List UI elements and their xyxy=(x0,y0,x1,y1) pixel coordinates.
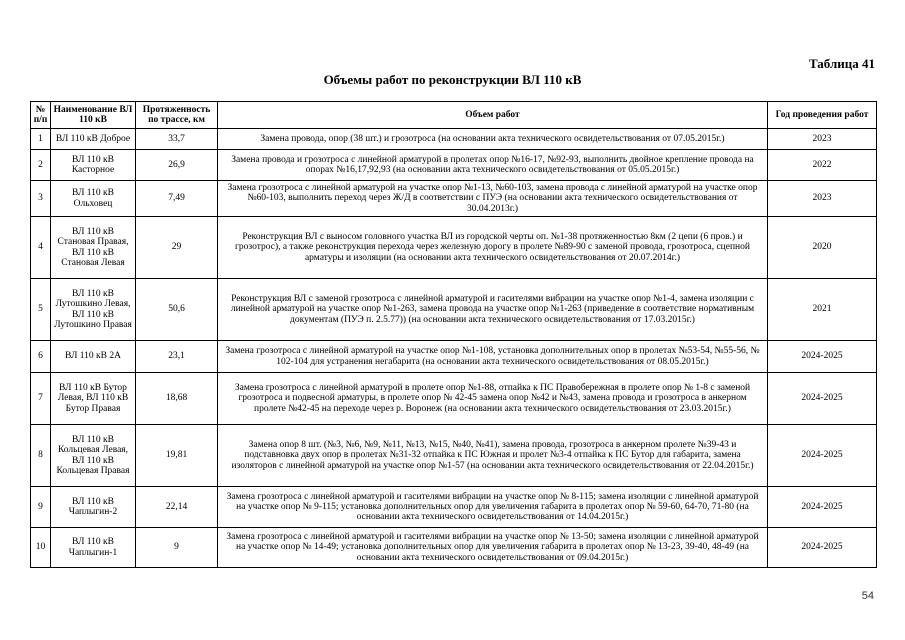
cell-length: 50,6 xyxy=(136,279,218,341)
cell-length: 22,14 xyxy=(136,487,218,528)
header-num: № п/п xyxy=(31,102,51,129)
cell-num: 6 xyxy=(31,341,51,373)
cell-works: Замена грозотроса с линейной арматурой в пролете опор №1-88, отпайка к ПС Правобережная в пролете опор № 1-8 с заменой грозотроса и подвесной арматуры, в пролете опор № 42-45 замена опор №42 и №43, замена провода и грозотроса в анкерном пролете №42-45 на переходе через р. Воронеж (на основании акта технического освидетельствования от 23.03.2015г.) xyxy=(218,373,768,425)
cell-num: 7 xyxy=(31,373,51,425)
cell-length: 19,81 xyxy=(136,425,218,487)
cell-works: Замена грозотроса с линейной арматурой и гасителями вибрации на участке опор № 8-115; замена изоляции с линейной арматурой на участке опор № 9-115; установка дополнительных опор для увеличения габарита в пролетах опор № 59-60, 64-70, 71-80 (на основании акта технического освидетельствования от 14.04.2015г.) xyxy=(218,487,768,528)
cell-works: Замена опор 8 шт. (№3, №6, №9, №11, №13, №15, №40, №41), замена провода, грозотроса в анкерном пролете №39-43 и подставновка двух опор в пролетах №31-32 отпайка к ПС Южная и пролет №3-4 отпайка к ПС Бутор для габарита, замена изоляторов с линейной арматурой на участке опор №1-57 (на основании акта технического освидетельствования от 22.04.2015г.) xyxy=(218,425,768,487)
header-name: Наименование ВЛ 110 кВ xyxy=(51,102,136,129)
cell-num: 10 xyxy=(31,528,51,568)
cell-name: ВЛ 110 кВ Ольховец xyxy=(51,181,136,217)
cell-year: 2022 xyxy=(768,150,877,181)
cell-name: ВЛ 110 кВ Доброе xyxy=(51,129,136,150)
table-row xyxy=(31,129,877,150)
page-title: Объемы работ по реконструкции ВЛ 110 кВ xyxy=(323,72,582,87)
cell-name: ВЛ 110 кВ Лутошкино Левая, ВЛ 110 кВ Лутошкино Правая xyxy=(51,279,136,341)
cell-works: Реконструкция ВЛ с выносом головного участка ВЛ из городской черты оп. №1-38 протяженностью 8км (2 цепи (6 пров.) и грозотрос), а также реконструкция перехода через железную дорогу в пролете №89-90 с заменой провода, грозотроса, сцепной арматуры и изоляции (на основании акта технического освидетельствования от 20.07.2014г.) xyxy=(218,217,768,279)
cell-year: 2024-2025 xyxy=(768,373,877,425)
table-label: Таблица 41 xyxy=(808,56,875,71)
cell-name: ВЛ 110 кВ Кольцевая Левая, ВЛ 110 кВ Кольцевая Правая xyxy=(51,425,136,487)
cell-works: Реконструкция ВЛ с заменой грозотроса с линейной арматурой и гасителями вибрации на участке опор №1-4, замена изоляции с линейной арматурой на участке опор №1-263, замена провода на участке опор №1-263 (приведение в соответствие нормативным документам (ПУЭ п. 2.5.77)) (на основании акта технического освидетельствования от 17.03.2015г.) xyxy=(218,279,768,341)
cell-length: 26,9 xyxy=(136,150,218,181)
cell-num: 3 xyxy=(31,181,51,217)
cell-num: 1 xyxy=(31,129,51,150)
table-row xyxy=(31,425,877,487)
table-row xyxy=(31,487,877,528)
cell-works: Замена грозотроса с линейной арматурой и гасителями вибрации на участке опор № 13-50; замена изоляции с линейной арматурой на участке опор № 14-49; установка дополнительных опор для увеличения габарита в пролетах опор № 13-23, 39-40, 48-49 (на основании акта технического освидетельствования от 09.04.2015г.) xyxy=(218,528,768,568)
cell-num: 2 xyxy=(31,150,51,181)
cell-length: 23,1 xyxy=(136,341,218,373)
cell-works: Замена грозотроса с линейной арматурой на участке опор №1-108, установка дополнительных опор в пролетах №53-54, №55-56, № 102-104 для устранения негабарита (на основании акта технического освидетельствования от 08.05.2015г.) xyxy=(218,341,768,373)
table-row xyxy=(31,528,877,568)
cell-name: ВЛ 110 кВ Касторное xyxy=(51,150,136,181)
cell-works: Замена грозотроса с линейной арматурой на участке опор №1-13, №60-103, замена провода с линейной арматурой на участке опор №60-103, выполнить переход через Ж/Д в соответствии с ПУЭ (на основании акта технического освидетельствования от 30.04.2013г.) xyxy=(218,181,768,217)
cell-num: 8 xyxy=(31,425,51,487)
cell-name: ВЛ 110 кВ Чаплыгин-1 xyxy=(51,528,136,568)
cell-length: 18,68 xyxy=(136,373,218,425)
table-row xyxy=(31,341,877,373)
cell-name: ВЛ 110 кВ Бутор Левая, ВЛ 110 кВ Бутор Правая xyxy=(51,373,136,425)
table-row xyxy=(31,181,877,217)
table-row xyxy=(31,217,877,279)
works-table xyxy=(30,101,877,568)
cell-length: 29 xyxy=(136,217,218,279)
cell-year: 2024-2025 xyxy=(768,425,877,487)
cell-num: 4 xyxy=(31,217,51,279)
cell-name: ВЛ 110 кВ 2А xyxy=(51,341,136,373)
cell-num: 5 xyxy=(31,279,51,341)
cell-year: 2023 xyxy=(768,181,877,217)
cell-year: 2021 xyxy=(768,279,877,341)
cell-length: 9 xyxy=(136,528,218,568)
cell-works: Замена провода, опор (38 шт.) и грозотроса (на основании акта технического освидетельствования от 07.05.2015г.) xyxy=(218,129,768,150)
cell-year: 2023 xyxy=(768,129,877,150)
table-row xyxy=(31,373,877,425)
header-year: Год проведения работ xyxy=(768,102,877,129)
cell-year: 2024-2025 xyxy=(768,528,877,568)
cell-works: Замена провода и грозотроса с линейной арматурой в пролетах опор №16-17, №92-93, выполнить двойное крепление провода на опорах №16,17,92,93 (на основании акта технического освидетельствования от 05.05.2015г.) xyxy=(218,150,768,181)
page-number: 54 xyxy=(861,590,874,602)
table-header-row xyxy=(31,102,877,129)
header-length: Протяженность по трассе, км xyxy=(136,102,218,129)
cell-name: ВЛ 110 кВ Чаплыгин-2 xyxy=(51,487,136,528)
header-works: Объем работ xyxy=(218,102,768,129)
table-row xyxy=(31,150,877,181)
cell-year: 2024-2025 xyxy=(768,487,877,528)
cell-length: 7,49 xyxy=(136,181,218,217)
cell-year: 2020 xyxy=(768,217,877,279)
cell-name: ВЛ 110 кВ Становая Правая, ВЛ 110 кВ Становая Левая xyxy=(51,217,136,279)
cell-num: 9 xyxy=(31,487,51,528)
cell-length: 33,7 xyxy=(136,129,218,150)
cell-year: 2024-2025 xyxy=(768,341,877,373)
table-row xyxy=(31,279,877,341)
